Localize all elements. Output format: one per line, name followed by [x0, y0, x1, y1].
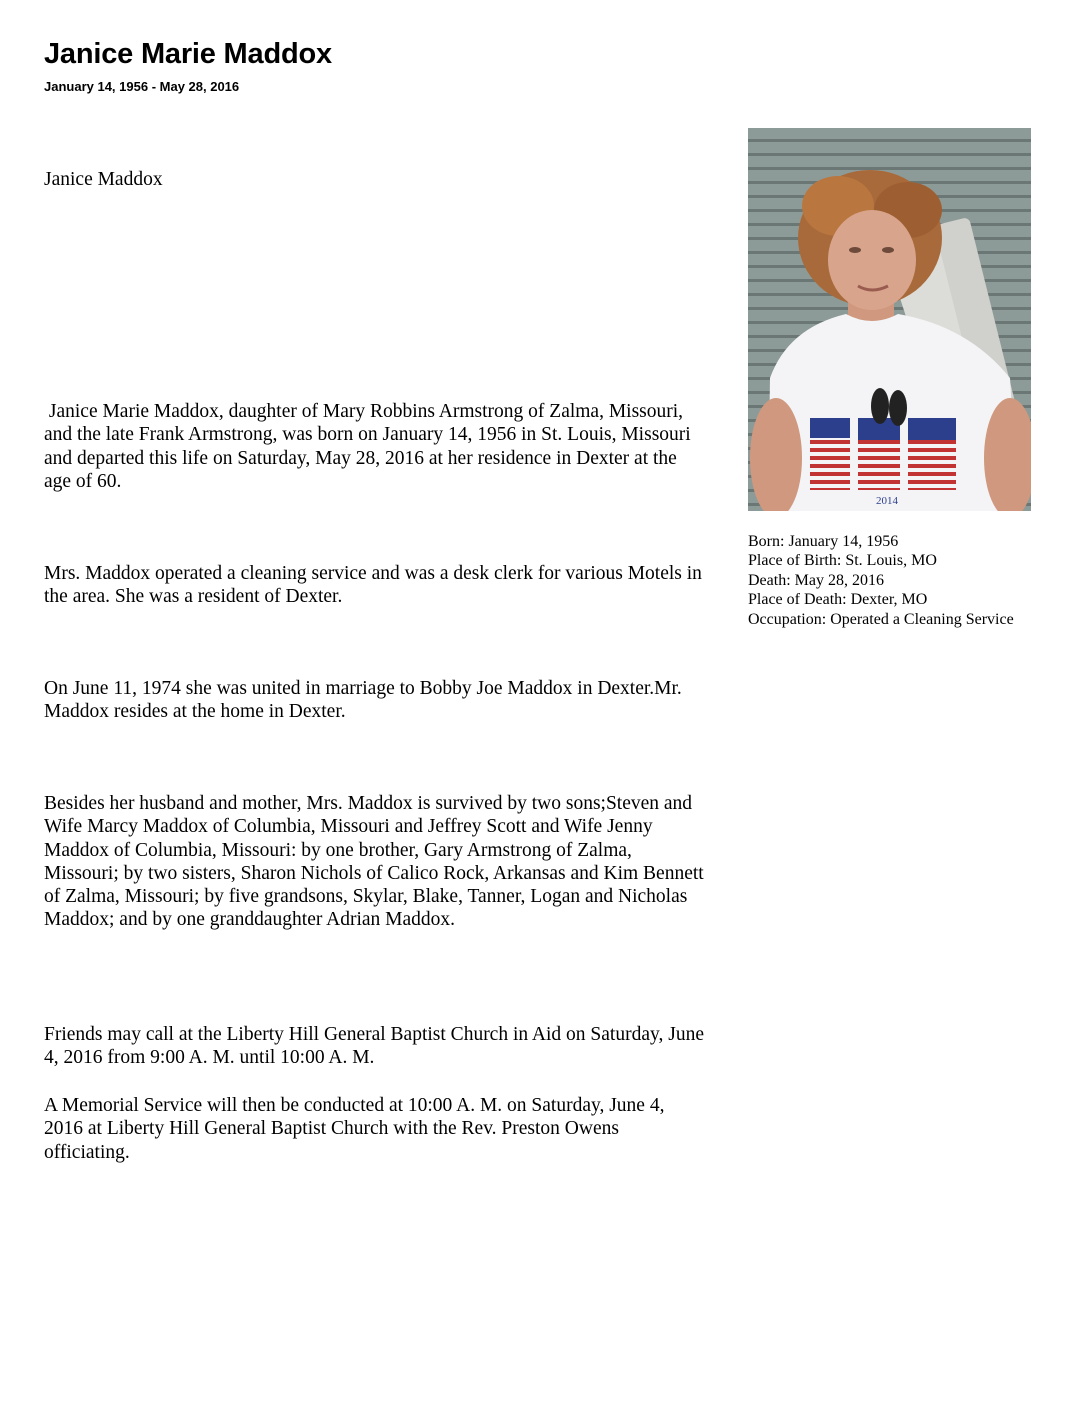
fact-occupation: Occupation: Operated a Cleaning Service [748, 610, 1014, 628]
paragraph-visitation: Friends may call at the Liberty Hill General Baptist Church in Aid on Saturday, June 4, 2016 from 9:00 A. M. until 10:00 A. M. [44, 1024, 704, 1069]
paragraph-biography: Janice Marie Maddox, daughter of Mary Robbins Armstrong of Zalma, Missouri, and the late Frank Armstrong, was born on January 14, 1956 in St. Louis, Missouri and departed this life on Saturday, May 28, 2016 at her residence in Dexter at the age of 60. [44, 401, 696, 492]
paragraph-memorial-service: A Memorial Service will then be conducted at 10:00 A. M. on Saturday, June 4, 2016 at Liberty Hill General Baptist Church with the Rev. Preston Owens officiating. [44, 1095, 665, 1163]
portrait-illustration [748, 128, 1031, 511]
paragraph-survivors: Besides her husband and mother, Mrs. Maddox is survived by two sons;Steven and Wife Marcy Maddox of Columbia, Missouri and Jeffrey Scott and Wife Jenny Maddox of Columbia, Missouri: by one brother, Gary Armstrong of Zalma, Missouri; by two sisters, Sharon Nichols of Calico Rock, Arkansas and Kim Bennett of Zalma, Missouri; by five grandsons, Skylar, Blake, Tanner, Logan and Nicholas Maddox; and by one granddaughter Adrian Maddox. [44, 793, 704, 931]
paragraph-marriage: On June 11, 1974 she was united in marriage to Bobby Joe Maddox in Dexter.Mr. Maddox resides at the home in Dexter. [44, 678, 682, 723]
vital-facts-list [748, 532, 1014, 629]
fact-death: Death: May 28, 2016 [748, 571, 884, 589]
fact-born: Born: January 14, 1956 [748, 533, 899, 550]
life-dates: January 14, 1956 - May 28, 2016 [44, 79, 240, 94]
fact-place-of-death: Place of Death: Dexter, MO [748, 591, 928, 609]
shirt-year-text: 2014 [876, 495, 898, 507]
short-name: Janice Maddox [44, 169, 163, 190]
fact-place-of-birth: Place of Birth: St. Louis, MO [748, 552, 937, 570]
portrait-photo [748, 128, 1031, 511]
paragraph-occupation: Mrs. Maddox operated a cleaning service and was a desk clerk for various Motels in the area. She was a resident of Dexter. [44, 563, 702, 608]
obituary-name-title: Janice Marie Maddox [44, 38, 332, 70]
